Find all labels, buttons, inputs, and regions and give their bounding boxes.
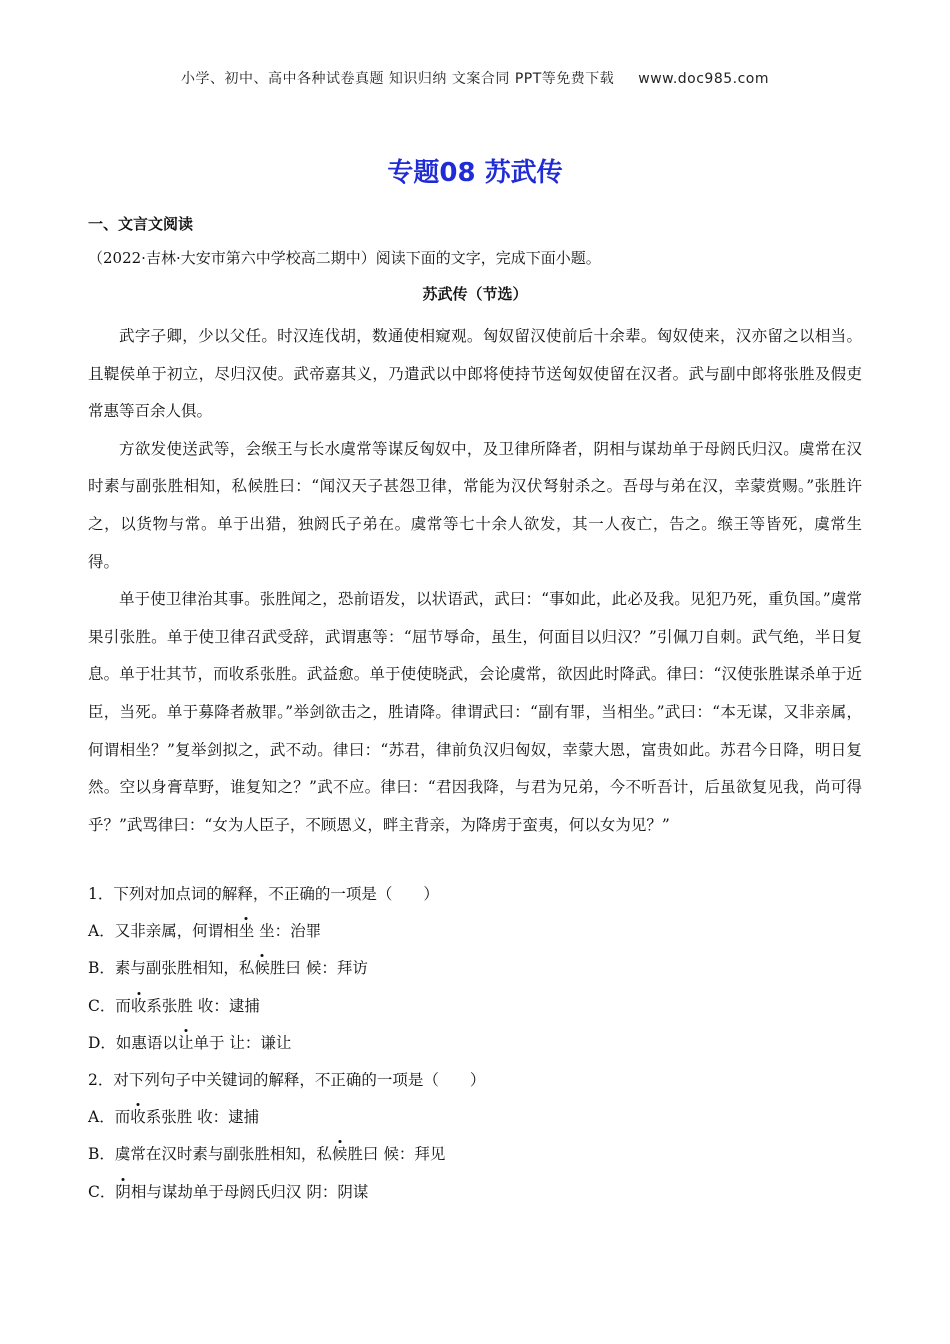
document-title: 专题08 苏武传 <box>387 158 563 188</box>
option-text: C． <box>88 1182 116 1201</box>
passage-paragraph: 单于使卫律治其事。张胜闻之，恐前语发，以状语武，武曰：“事如此，此必及我。见犯乃死，重负国。”虞常果引张胜。单于使卫律召武受辞，武谓惠等：“屈节辱命，虽生，何面目以归汉？”引佩刀自刺。武气绝，半日复息。单于壮其节，而收系张胜。武益愈。单于使使晓武，会论虞常，欲因此时降武。律曰：“汉使张胜谋杀单于近臣，当死。单于募降者赦罪。”举剑欲击之，胜请降。律谓武曰：“副有罪，当相坐。”武曰：“本无谋，又非亲属，何谓相坐？”复举剑拟之，武不动。律曰：“苏君，律前负汉归匈奴，幸蒙大恩，富贵如此。苏君今日降，明日复然。空以身膏草野，谁复知之？”武不应。律曰：“君因我降，与君为兄弟，今不听吾计，后虽欲复见我，尚可得乎？”武骂律曰：“女为人臣子，不顾恩义，畔主背亲，为降虏于蛮夷，何以女为见？” <box>88 590 862 834</box>
section-heading: 一、文言文阅读 <box>88 215 194 233</box>
dotted-word: 让 <box>178 1025 194 1062</box>
option-text: B．虞常在汉时素与副张胜相知，私 <box>88 1145 332 1164</box>
dotted-word: 收 <box>130 1099 146 1136</box>
question-2-option-c[interactable] <box>88 1174 862 1211</box>
question-1-option-a[interactable] <box>88 913 862 950</box>
option-text: 单于 让：谦让 <box>193 1033 292 1052</box>
option-text: 胜曰 候：拜见 <box>347 1145 446 1164</box>
question-2-option-a[interactable] <box>88 1099 862 1136</box>
questions <box>88 876 862 1211</box>
dotted-word: 候 <box>254 950 270 987</box>
header-text: 小学、初中、高中各种试卷真题 知识归纳 文案合同 PPT等免费下载 <box>180 71 615 87</box>
passage <box>88 318 862 844</box>
question-1-option-b[interactable] <box>88 950 862 987</box>
question-1-stem: 1．下列对加点词的解释，不正确的一项是（ ） <box>88 885 439 903</box>
option-text: B．素与副张胜相知，私 <box>88 959 255 978</box>
source-line: （2022·吉林·大安市第六中学校高二期中）阅读下面的文字，完成下面小题。 <box>88 249 601 267</box>
passage-title: 苏武传（节选） <box>422 285 528 303</box>
option-text: C．而 <box>88 996 131 1015</box>
option-text: 胜曰 候：拜访 <box>269 959 368 978</box>
header-url[interactable]: www.doc985.com <box>638 71 770 87</box>
page-header <box>0 68 950 88</box>
question-2-option-b[interactable] <box>88 1136 862 1173</box>
dotted-word: 阴 <box>115 1174 131 1211</box>
dotted-word: 收 <box>131 988 147 1025</box>
option-text: A．又非亲属，何谓相 <box>88 922 239 941</box>
option-text: 相与谋劫单于母阏氏归汉 阴：阴谋 <box>130 1182 369 1201</box>
option-text: 坐：治罪 <box>254 922 322 941</box>
question-2-stem: 2．对下列句子中关键词的解释，不正确的一项是（ ） <box>88 1070 486 1089</box>
dotted-word: 坐 <box>239 913 255 950</box>
question-1-option-d[interactable] <box>88 1025 862 1062</box>
option-text: 系张胜 收：逮捕 <box>145 1108 260 1127</box>
option-text: D．如惠语以 <box>88 1033 178 1052</box>
dotted-word: 候 <box>332 1136 348 1173</box>
question-1-option-c[interactable] <box>88 988 862 1025</box>
passage-paragraph: 方欲发使送武等，会缑王与长水虞常等谋反匈奴中，及卫律所降者，阴相与谋劫单于母阏氏归汉。虞常在汉时素与副张胜相知，私候胜曰：“闻汉天子甚怨卫律，常能为汉伏弩射杀之。吾母与弟在汉，幸蒙赏赐。”张胜许之，以货物与常。单于出猎，独阏氏子弟在。虞常等七十余人欲发，其一人夜亡，告之。缑王等皆死，虞常生得。 <box>88 439 862 571</box>
option-text: A．而 <box>88 1108 131 1127</box>
passage-paragraph: 武字子卿，少以父任。时汉连伐胡，数通使相窥观。匈奴留汉使前后十余辈。匈奴使来，汉亦留之以相当。且鞮侯单于初立，尽归汉使。武帝嘉其义，乃遣武以中郎将使持节送匈奴使留在汉者。武与副中郎将张胜及假吏常惠等百余人俱。 <box>88 327 862 421</box>
option-text: 系张胜 收：逮捕 <box>146 996 260 1015</box>
